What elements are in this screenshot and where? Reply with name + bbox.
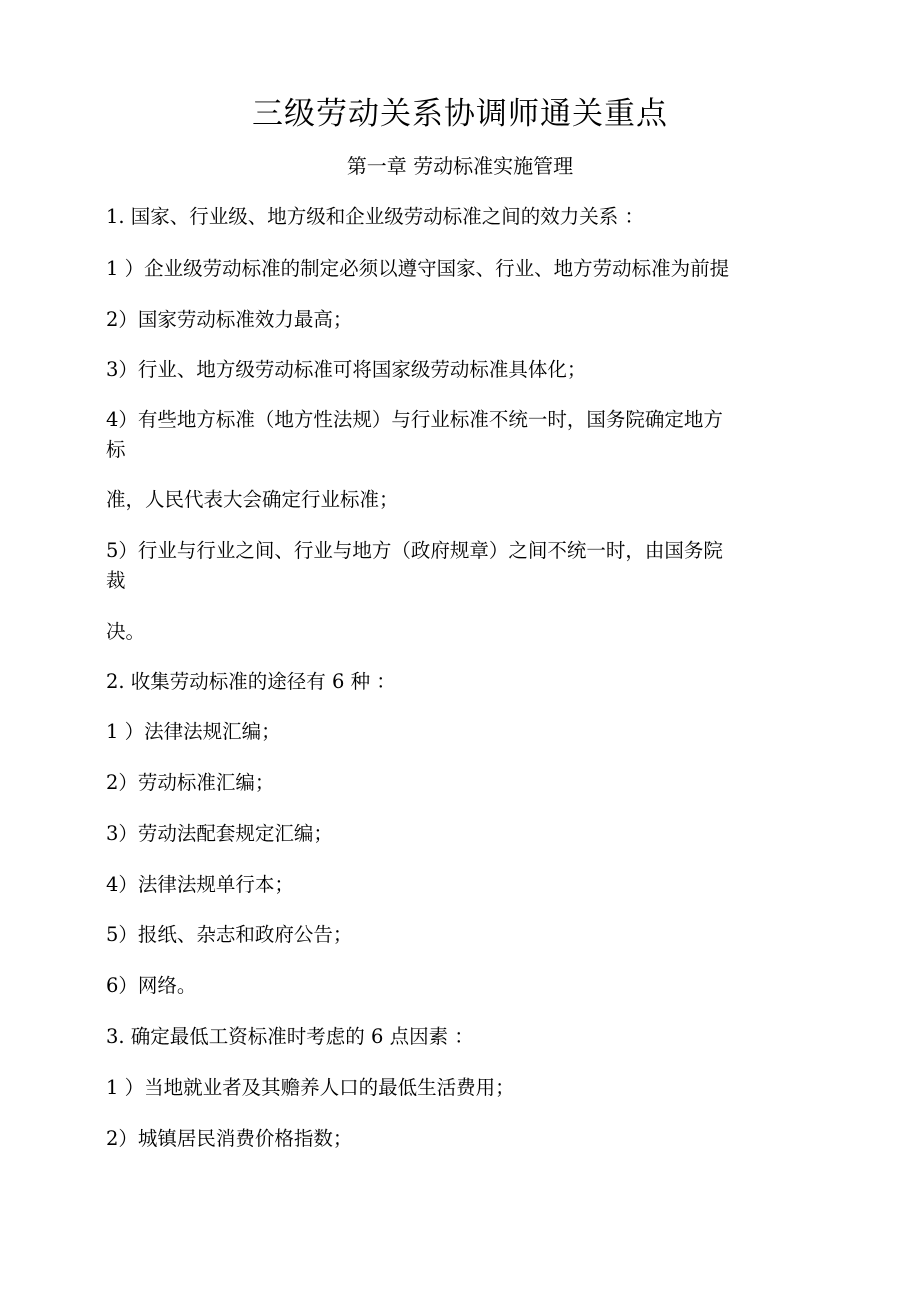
list-item: 3）劳动法配套规定汇编； xyxy=(106,822,333,845)
list-item: 1 ）企业级劳动标准的制定必须以遵守国家、行业、地方劳动标准为前提 xyxy=(106,257,730,280)
list-item: 2）城镇居民消费价格指数； xyxy=(106,1127,353,1150)
list-item-continuation: 准，人民代表大会确定行业标准； xyxy=(106,488,399,511)
list-item: 5）行业与行业之间、行业与地方（政府规章）之间不统一时，由国务院 xyxy=(106,539,723,562)
list-item: 4）法律法规单行本； xyxy=(106,873,294,896)
list-item: 2）劳动标准汇编； xyxy=(106,771,275,794)
list-item: 3）行业、地方级劳动标准可将国家级劳动标准具体化； xyxy=(106,358,587,381)
list-item: 2）国家劳动标准效力最高； xyxy=(106,308,353,331)
list-item: 5）报纸、杂志和政府公告； xyxy=(106,923,353,946)
list-item-continuation: 决。 xyxy=(106,620,146,643)
list-item: 4）有些地方标准（地方性法规）与行业标准不统一时，国务院确定地方 xyxy=(106,408,723,431)
section-heading-1: 1. 国家、行业级、地方级和企业级劳动标准之间的效力关系 ： xyxy=(106,205,645,228)
list-item-continuation: 标 xyxy=(106,438,126,461)
section-heading-2: 2. 收集劳动标准的途径有 6 种 ： xyxy=(106,670,396,693)
list-item-continuation: 裁 xyxy=(106,569,126,592)
list-item: 1 ）法律法规汇编； xyxy=(106,720,281,743)
document-title: 三级劳动关系协调师通关重点 xyxy=(252,96,668,132)
list-item: 6）网络。 xyxy=(106,974,197,997)
chapter-heading: 第一章 劳动标准实施管理 xyxy=(346,154,574,178)
section-heading-3: 3. 确定最低工资标准时考虑的 6 点因素 ： xyxy=(106,1025,474,1048)
list-item: 1 ）当地就业者及其赡养人口的最低生活费用； xyxy=(106,1076,515,1099)
